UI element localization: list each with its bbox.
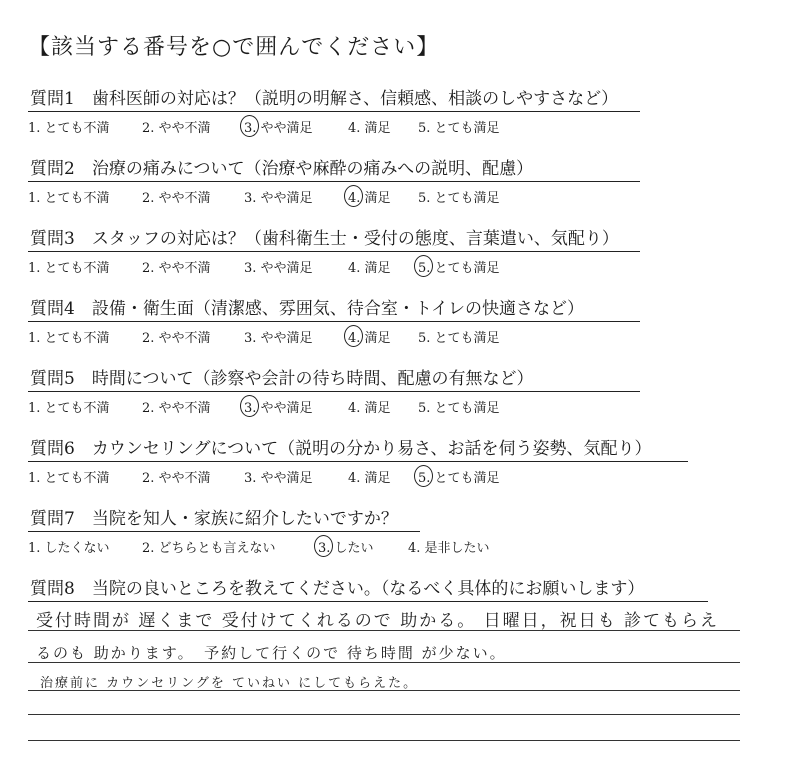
rating-option-1[interactable]: 1. したくない — [28, 541, 110, 556]
selected-circle-mark — [414, 465, 433, 487]
question-title: 質問8 当院の良いところを教えてください。（なるべく具体的にお願いします） — [30, 579, 645, 599]
handwritten-answer-line: 受付時間が 遅くまで 受付けてくれるので 助かる。 日曜日，祝日も 診てもらえ — [36, 611, 720, 631]
question-8 — [28, 574, 768, 602]
rating-option-4[interactable]: 4. 満足 — [348, 261, 391, 276]
rating-option-5[interactable]: 5. とても満足 — [418, 121, 500, 136]
rating-option-1[interactable]: 1. とても不満 — [28, 261, 110, 276]
question-title: 質問7 当院を知人・家族に紹介したいですか？ — [30, 509, 398, 529]
question-6 — [28, 434, 768, 489]
rating-options — [28, 467, 768, 489]
rating-option-5[interactable]: 5. とても満足 — [418, 261, 500, 276]
rating-option-1[interactable]: 1. とても不満 — [28, 471, 110, 486]
rating-option-4[interactable]: 4. 是非したい — [408, 541, 490, 556]
rating-option-5[interactable]: 5. とても満足 — [418, 191, 500, 206]
rating-options — [28, 117, 768, 139]
rating-option-4[interactable]: 4. 満足 — [348, 471, 391, 486]
question-title: 質問6 カウンセリングについて（説明の分かり易さ、お話を伺う姿勢、気配り） — [30, 439, 652, 459]
rating-option-5[interactable]: 5. とても満足 — [418, 471, 500, 486]
question-title: 質問2 治療の痛みについて（治療や麻酔の痛みへの説明、配慮） — [30, 159, 534, 179]
rating-options — [28, 327, 768, 349]
rating-options — [28, 187, 768, 209]
question-5 — [28, 364, 768, 419]
rating-option-1[interactable]: 1. とても不満 — [28, 121, 110, 136]
rating-option-4[interactable]: 4. 満足 — [348, 401, 391, 416]
rating-option-3[interactable]: 3. やや満足 — [244, 121, 313, 136]
title-underline — [28, 391, 640, 392]
rating-option-2[interactable]: 2. やや不満 — [142, 471, 211, 486]
selected-circle-mark — [240, 395, 259, 417]
question-4 — [28, 294, 768, 349]
rating-options — [28, 537, 768, 559]
selected-circle-mark — [414, 255, 433, 277]
rating-options — [28, 397, 768, 419]
question-title: 質問1 歯科医師の対応は？（説明の明解さ、信頼感、相談のしやすさなど） — [30, 89, 619, 109]
rating-option-2[interactable]: 2. やや不満 — [142, 191, 211, 206]
rating-option-3[interactable]: 3. したい — [318, 541, 374, 556]
rating-option-5[interactable]: 5. とても満足 — [418, 401, 500, 416]
selected-circle-mark — [240, 115, 259, 137]
title-underline — [28, 111, 640, 112]
selected-circle-mark — [314, 535, 333, 557]
rating-option-4[interactable]: 4. 満足 — [348, 191, 391, 206]
handwritten-answer-line: 治療前に カウンセリングを ていねい にしてもらえた。 — [40, 676, 419, 691]
question-title: 質問5 時間について（診察や会計の待ち時間、配慮の有無など） — [30, 369, 534, 389]
question-title: 質問3 スタッフの対応は？（歯科衛生士・受付の態度、言葉遣い、気配り） — [30, 229, 619, 249]
selected-circle-mark — [344, 185, 363, 207]
rating-option-2[interactable]: 2. やや不満 — [142, 401, 211, 416]
answer-rule — [28, 714, 740, 715]
rating-option-5[interactable]: 5. とても満足 — [418, 331, 500, 346]
rating-options — [28, 257, 768, 279]
rating-option-2[interactable]: 2. やや不満 — [142, 331, 211, 346]
page-heading: 【該当する番号を○で囲んでください】 — [28, 35, 440, 60]
title-underline — [28, 531, 420, 532]
rating-option-2[interactable]: 2. やや不満 — [142, 121, 211, 136]
rating-option-1[interactable]: 1. とても不満 — [28, 401, 110, 416]
rating-option-3[interactable]: 3. やや満足 — [244, 331, 313, 346]
rating-option-3[interactable]: 3. やや満足 — [244, 261, 313, 276]
rating-option-2[interactable]: 2. どちらとも言えない — [142, 541, 276, 556]
answer-rule — [28, 740, 740, 741]
title-underline — [28, 601, 708, 602]
rating-option-1[interactable]: 1. とても不満 — [28, 331, 110, 346]
rating-option-1[interactable]: 1. とても不満 — [28, 191, 110, 206]
question-1 — [28, 84, 768, 139]
title-underline — [28, 461, 688, 462]
rating-option-3[interactable]: 3. やや満足 — [244, 471, 313, 486]
title-underline — [28, 321, 640, 322]
rating-option-3[interactable]: 3. やや満足 — [244, 191, 313, 206]
question-2 — [28, 154, 768, 209]
rating-option-3[interactable]: 3. やや満足 — [244, 401, 313, 416]
rating-option-2[interactable]: 2. やや不満 — [142, 261, 211, 276]
rating-option-4[interactable]: 4. 満足 — [348, 121, 391, 136]
rating-option-4[interactable]: 4. 満足 — [348, 331, 391, 346]
question-title: 質問4 設備・衛生面（清潔感、雰囲気、待合室・トイレの快適さなど） — [30, 299, 584, 319]
question-3 — [28, 224, 768, 279]
selected-circle-mark — [344, 325, 363, 347]
title-underline — [28, 251, 640, 252]
handwritten-answer-line: るのも 助かります。 予約して行くので 待ち時間 が少ない。 — [36, 644, 507, 662]
title-underline — [28, 181, 640, 182]
question-7 — [28, 504, 768, 559]
